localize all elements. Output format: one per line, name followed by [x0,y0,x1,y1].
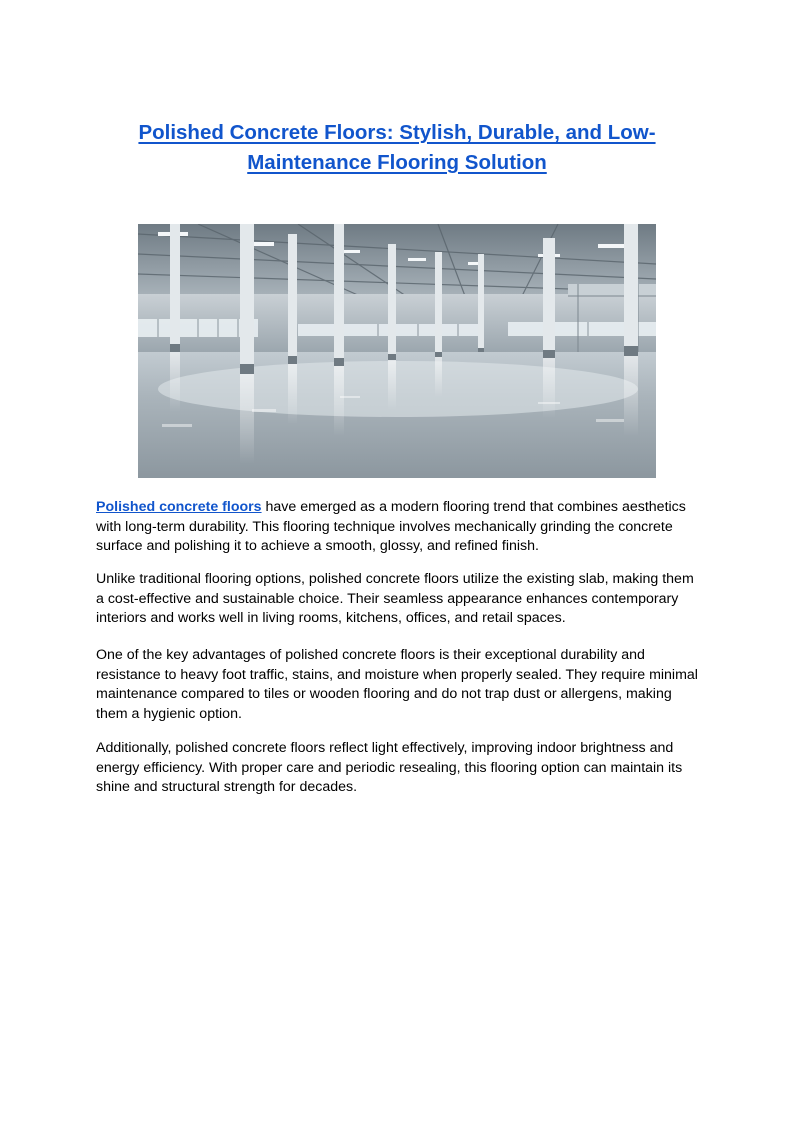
paragraph-durability: One of the key advantages of polished concrete floors is their exceptional durability and resistance to heavy foot traffic, stains, and moisture when properly sealed. They require minimal maintenance compared to tiles or wooden flooring and do not trap dust or allergens, making them a hygienic option. [96,647,698,722]
paragraph-cost-effective: Unlike traditional flooring options, polished concrete floors utilize the existing slab, making them a cost-effective and sustainable choice. Their seamless appearance enhances contemporary interiors and works well in living rooms, kitchens, offices, and retail spaces. [96,571,694,626]
paragraph-light-reflection: Additionally, polished concrete floors reflect light effectively, improving indoor brightness and energy efficiency. With proper care and periodic resealing, this flooring option can maintain its shine and structural strength for decades. [96,740,683,795]
warehouse-floor-photo [138,224,656,478]
page-title[interactable]: Polished Concrete Floors: Stylish, Durable, and Low-Maintenance Flooring Solution [138,121,656,174]
paragraph-intro [96,498,700,557]
paragraph-intro-text: have emerged as a modern flooring trend that combines aesthetics with long-term durability. This flooring technique involves mechanically grinding the concrete surface and polishing it to achieve a smooth, glossy, and refined finish. [96,499,686,554]
warehouse-floor-illustration [138,224,656,478]
polished-concrete-floors-link[interactable]: Polished concrete floors [96,499,262,515]
